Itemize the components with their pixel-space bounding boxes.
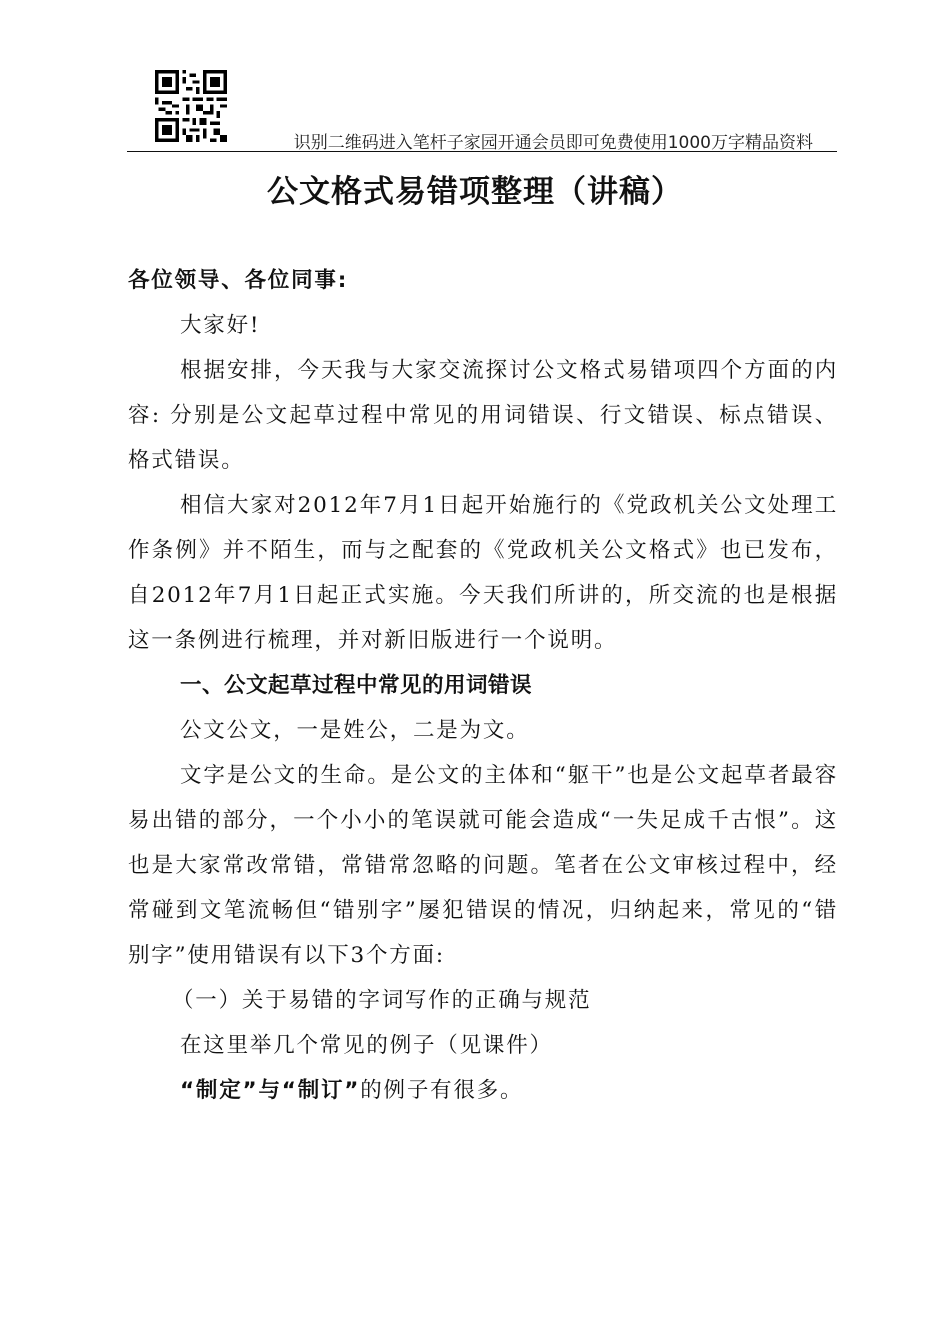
zhiding-paragraph [128,1068,838,1113]
term-connector: 与 [258,1078,282,1103]
section-heading-1: 一、公文起草过程中常见的用词错误 [180,673,533,698]
qr-code-icon[interactable] [155,70,227,142]
document-body [128,258,838,1113]
zhiding-rest: 的例子有很多。 [360,1078,524,1103]
page-header [127,68,837,152]
regulation-paragraph: 相信大家对2012年7月1日起开始施行的《党政机关公文处理工作条例》并不陌生，而与之配套的《党政机关公文格式》也已发布，自2012年7月1日起正式实施。今天我们所讲的，所交流的也是根据这一条例进行梳理，并对新旧版进行一个说明。 [128,493,838,653]
greeting: 各位领导、各位同事: [128,268,349,293]
term-zhiding-alt: “制订” [281,1078,361,1103]
term-zhiding: “制定” [180,1078,259,1103]
wenzi-paragraph: 文字是公文的生命。是公文的主体和“躯干”也是公文起草者最容易出错的部分，一个小小的笔误就可能会造成“一失足成千古恨”。这也是大家常改常错，常错常忽略的问题。笔者在公文审核过程中，经常碰到文笔流畅但“错别字”屡犯错误的情况，归纳起来，常见的“错别字”使用错误有以下3个方面: [128,763,838,968]
examples-paragraph: 在这里举几个常见的例子（见课件） [180,1033,553,1058]
header-promo-text: 识别二维码进入笔杆子家园开通会员即可免费使用1000万字精品资料 [293,133,813,153]
subsection-heading-1: （一）关于易错的字词写作的正确与规范 [172,988,592,1013]
document-title: 公文格式易错项整理（讲稿） [267,174,683,210]
gongwen-paragraph: 公文公文，一是姓公，二是为文。 [180,718,530,743]
intro-paragraph: 根据安排，今天我与大家交流探讨公文格式易错项四个方面的内容: 分别是公文起草过程中常见的用词错误、行文错误、标点错误、格式错误。 [128,358,838,473]
header-divider [127,151,837,152]
hello-paragraph: 大家好! [180,313,261,338]
